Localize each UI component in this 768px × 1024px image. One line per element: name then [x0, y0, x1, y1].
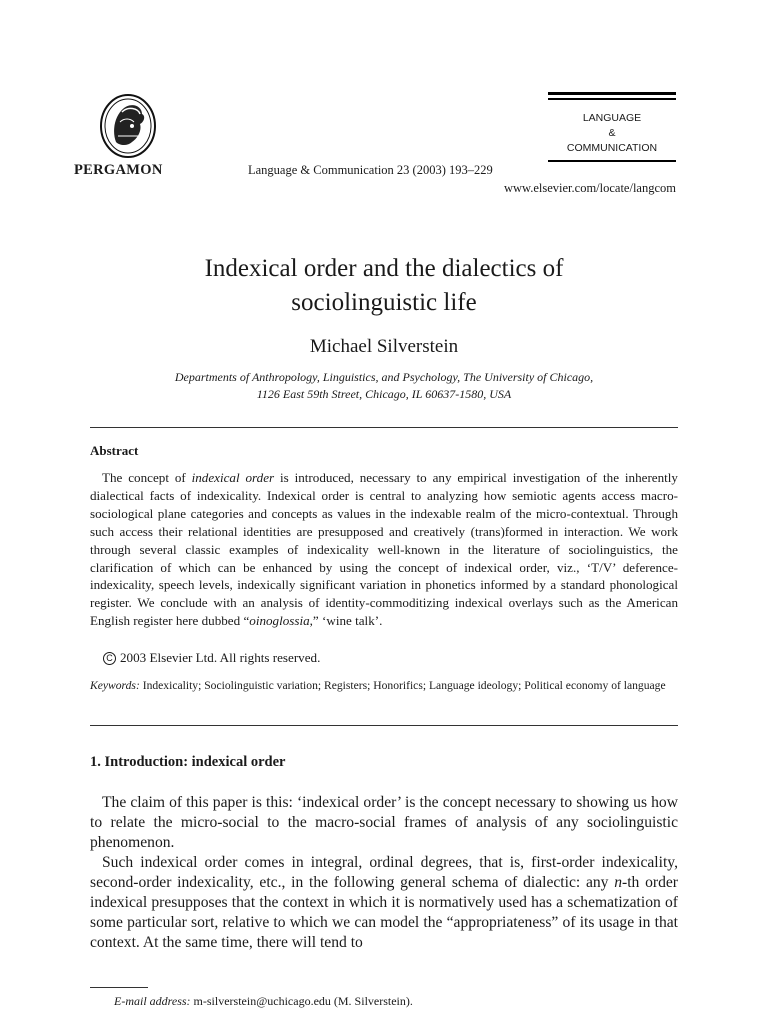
author-name: Michael Silverstein: [309, 336, 459, 357]
keywords-label: Keywords:: [90, 679, 140, 692]
footnote-rule: [90, 987, 148, 988]
paper-title-line: sociolinguistic life: [291, 289, 477, 316]
copyright-notice: [90, 650, 320, 666]
keywords: [90, 678, 678, 694]
footnote-email[interactable]: m-silverstein@uchicago.edu (M. Silverstein).: [190, 994, 413, 1008]
abstract-text: [90, 469, 678, 630]
body-text-segment: Such indexical order comes in integral, ordinal degrees, that is, first-order indexicality, second-order indexicality, etc., in the following general schema of dialectic: any: [90, 854, 678, 891]
paper-title: [84, 252, 684, 320]
section-heading: 1. Introduction: indexical order: [90, 754, 286, 770]
journal-box-rule: [548, 92, 676, 95]
body-paragraph: [90, 853, 678, 953]
abstract-text-emphasis: oinoglossia: [249, 613, 310, 629]
pergamon-logo: [98, 92, 158, 160]
abstract-text-segment: ,” ‘wine talk’.: [309, 613, 383, 629]
author-affiliation: [84, 369, 684, 403]
divider: [90, 725, 678, 726]
abstract-text-emphasis: indexical order: [191, 470, 275, 485]
journal-citation: Language & Communication 23 (2003) 193–229: [248, 163, 493, 177]
body-text-segment: -th order indexical presupposes that the context in which it is normatively used has a schematization of some particular sort, relative to which we can model the “appropriateness” of its usage in that context. At the same time, there will tend to: [90, 874, 679, 951]
footnote: [114, 994, 413, 1009]
journal-name-line: COMMUNICATION: [566, 142, 658, 154]
copyright-text: 2003 Elsevier Ltd. All rights reserved.: [120, 650, 321, 665]
divider: [90, 427, 678, 428]
journal-name: [548, 111, 676, 156]
affiliation-line: 1126 East 59th Street, Chicago, IL 60637-1580, USA: [256, 387, 512, 401]
journal-title-box: [548, 92, 676, 162]
section-body: [90, 793, 678, 953]
journal-name-line: LANGUAGE: [582, 112, 642, 124]
body-text-emphasis: n: [614, 874, 623, 891]
abstract-heading: Abstract: [90, 443, 139, 458]
abstract-text-segment: is introduced, necessary to any empirical investigation of the inherently dialectical facts of indexicality. Indexical order is central to analyzing how semiotic agents access macro-sociological plane categories and concepts as values in the indexable realm of the micro-contextual. Through such access their relational identities are presupposed and creatively (trans)formed in interaction. We work through several classic examples of indexicality well-known in the literature of sociolinguistics, the clarification of which can be enhanced by using the concept of indexical order, viz., ‘T/V’ deference-indexicality, speech levels, indexically significant variation in phonetics informed by a standard phonological register. We conclude with an analysis of identity-commoditizing indexical overlays such as the American English register here dubbed “: [90, 470, 678, 629]
body-paragraph: The claim of this paper is this: ‘indexical order’ is the concept necessary to showing us how to relate the micro-social to the macro-social frames of analysis of any sociolinguistic phenomenon.: [90, 794, 678, 851]
journal-box-rule: [548, 98, 676, 100]
keywords-list: Indexicality; Sociolinguistic variation; Registers; Honorifics; Language ideology; Political economy of language: [139, 679, 666, 692]
footnote-label: E-mail address:: [114, 994, 191, 1008]
publisher-name: PERGAMON: [74, 162, 163, 178]
abstract-text-segment: The concept of: [102, 470, 192, 485]
affiliation-line: Departments of Anthropology, Linguistics, and Psychology, The University of Chicago,: [174, 370, 594, 384]
journal-box-rule: [548, 160, 676, 162]
journal-name-line: &: [608, 127, 616, 139]
copyright-icon: C: [103, 652, 116, 665]
journal-url[interactable]: www.elsevier.com/locate/langcom: [503, 181, 676, 195]
paper-title-line: Indexical order and the dialectics of: [204, 255, 564, 282]
